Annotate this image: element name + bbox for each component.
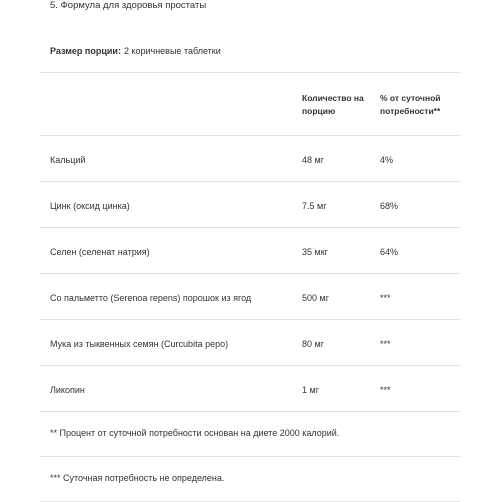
footnote-daily-value (40, 412, 460, 457)
ingredient-amount: 80 мг (302, 339, 324, 349)
ingredient-amount: 48 мг (302, 155, 324, 165)
ingredient-amount: 7.5 мг (302, 201, 327, 211)
table-header (40, 73, 460, 136)
ingredient-name: Ликопин (50, 385, 85, 395)
table-row (40, 228, 460, 274)
ingredient-name: Селен (селенат натрия) (50, 247, 150, 257)
ingredient-name: Мука из тыквенных семян (Curcubita pepo) (50, 339, 229, 349)
table-row (40, 274, 460, 320)
ingredient-amount: 35 мкг (302, 247, 328, 257)
ingredient-daily-value: 64% (380, 247, 399, 257)
ingredient-amount: 1 мг (302, 385, 319, 395)
ingredient-daily-value: *** (380, 385, 391, 395)
section-heading: 5. Формула для здоровья простаты (50, 0, 207, 11)
ingredient-name: Кальций (50, 155, 86, 165)
footnote-text: *** Суточная потребность не определена. (50, 473, 225, 483)
table-row (40, 136, 460, 182)
ingredient-name: Со пальметто (Serenoa repens) порошок из ягод (50, 293, 252, 303)
serving-size-value: 2 коричневые таблетки (123, 46, 221, 56)
ingredient-daily-value: *** (380, 339, 391, 349)
footnote-not-established (40, 457, 460, 502)
supplement-facts-table (40, 30, 460, 502)
ingredient-name: Цинк (оксид цинка) (50, 201, 130, 211)
column-header-daily-value: % от суточной потребности** (380, 93, 441, 116)
ingredient-daily-value: *** (380, 293, 391, 303)
ingredient-daily-value: 68% (380, 201, 399, 211)
table-row (40, 182, 460, 228)
serving-size-label: Размер порции: (50, 46, 121, 56)
ingredient-amount: 500 мг (302, 293, 329, 303)
ingredient-daily-value: 4% (380, 155, 394, 165)
table-row (40, 366, 460, 412)
column-header-amount: Количество на порцию (302, 93, 364, 116)
serving-size-row (40, 30, 460, 73)
table-row (40, 320, 460, 366)
footnote-text: ** Процент от суточной потребности основан на диете 2000 калорий. (50, 428, 340, 438)
